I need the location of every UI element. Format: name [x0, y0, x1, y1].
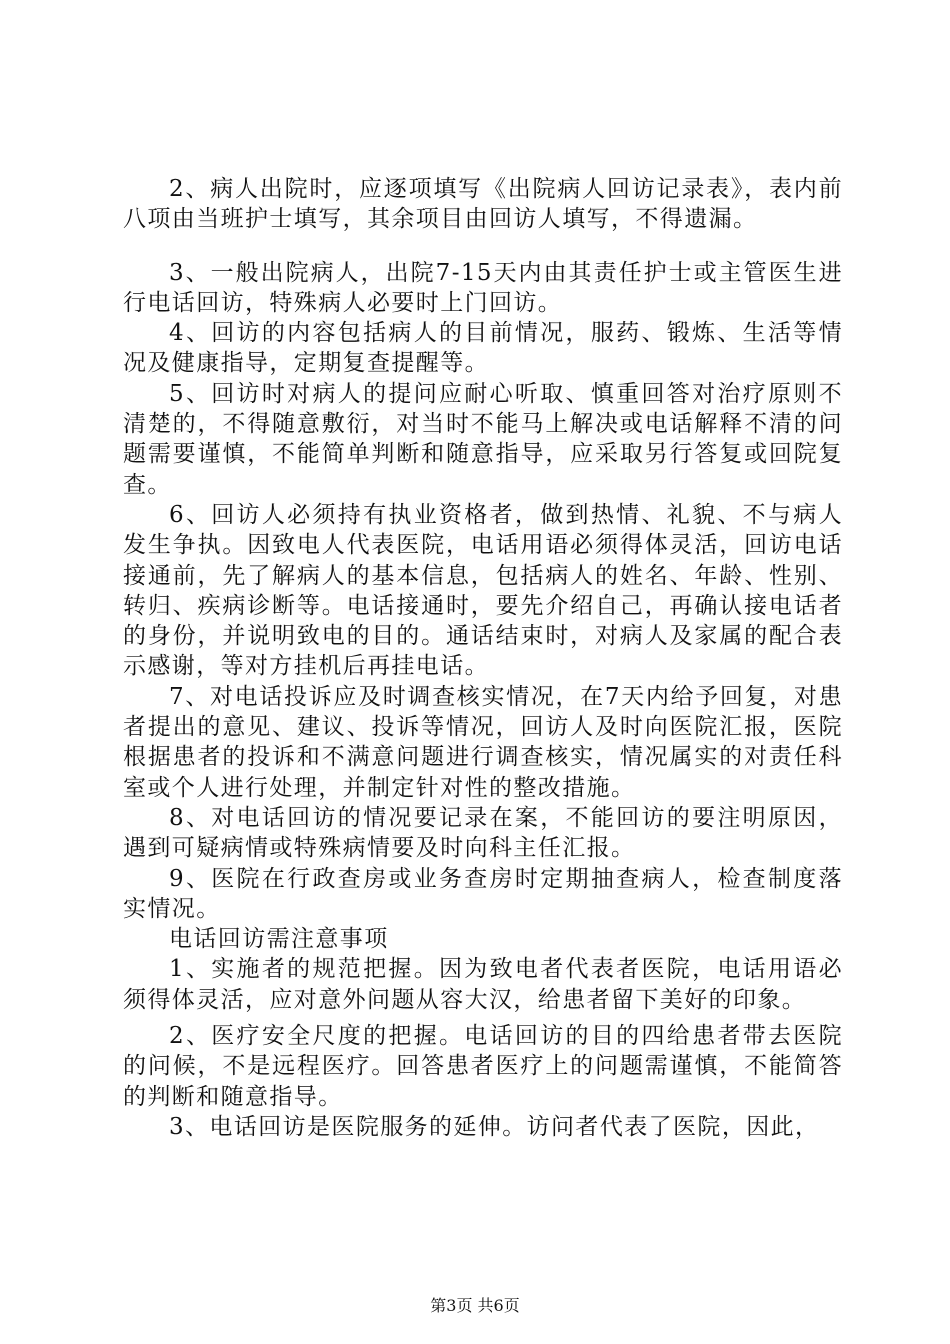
note-2: 2、医疗安全尺度的把握。电话回访的目的四给患者带去医院的问候，不是远程医疗。回答患者医疗上的问题需谨慎，不能简答的判断和随意指导。 [123, 1023, 843, 1110]
paragraph-7: 7、对电话投诉应及时调查核实情况，在7天内给予回复，对患者提出的意见、建议、投诉等情况，回访人及时向医院汇报，医院根据患者的投诉和不满意问题进行调查核实，情况属实的对责任科室或个人进行处理，并制定针对性的整改措施。 [123, 683, 843, 801]
paragraph-4: 4、回访的内容包括病人的目前情况，服药、锻炼、生活等情况及健康指导，定期复查提醒等。 [123, 320, 843, 377]
paragraph-6: 6、回访人必须持有执业资格者，做到热情、礼貌、不与病人发生争执。因致电人代表医院，电话用语必须得体灵活，回访电话接通前，先了解病人的基本信息，包括病人的姓名、年龄、性别、转归、疾病诊断等。电话接通时，要先介绍自己，再确认接电话者的身份，并说明致电的目的。通话结束时，对病人及家属的配合表示感谢，等对方挂机后再挂电话。 [123, 501, 843, 680]
paragraph-5: 5、回访时对病人的提问应耐心听取、慎重回答对治疗原则不清楚的，不得随意敷衍，对当时不能马上解决或电话解释不清的问题需要谨慎，不能简单判断和随意指导，应采取另行答复或回院复查。 [123, 380, 843, 498]
section-heading: 电话回访需注意事项 [169, 926, 389, 953]
paragraph-2: 2、病人出院时，应逐项填写《出院病人回访记录表》，表内前八项由当班护士填写，其余项目由回访人填写，不得遗漏。 [123, 176, 843, 233]
note-1: 1、实施者的规范把握。因为致电者代表者医院，电话用语必须得体灵活，应对意外问题从容大汉，给患者留下美好的印象。 [123, 956, 843, 1013]
paragraph-8: 8、对电话回访的情况要记录在案，不能回访的要注明原因，遇到可疑病情或特殊病情要及时向科主任汇报。 [123, 804, 843, 862]
paragraph-3: 3、一般出院病人，出院7-15天内由其责任护士或主管医生进行电话回访，特殊病人必要时上门回访。 [123, 259, 843, 316]
note-3: 3、电话回访是医院服务的延伸。访问者代表了医院，因此， [169, 1113, 820, 1140]
page-footer: 第3页 共6页 [430, 1296, 520, 1315]
paragraph-9: 9、医院在行政查房或业务查房时定期抽查病人，检查制度落实情况。 [123, 865, 843, 922]
document-body [123, 174, 843, 1142]
